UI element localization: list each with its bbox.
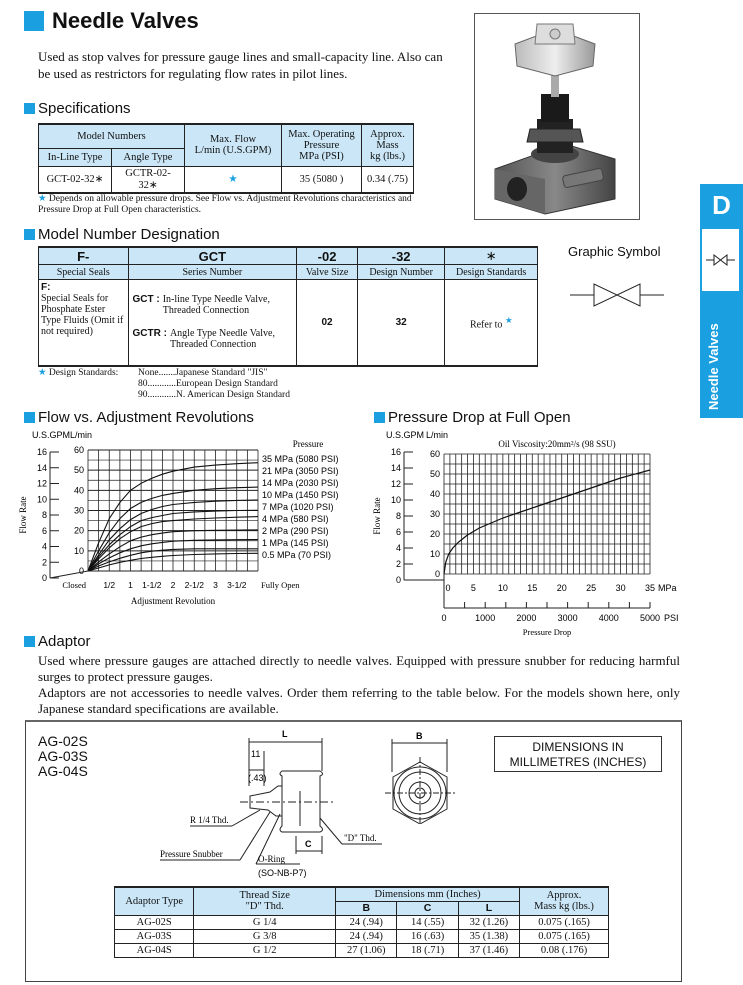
gpm-tick-label: 4 (395, 543, 401, 553)
design-standards-cell: Refer to ★ (445, 280, 538, 366)
pressure-chart (368, 428, 698, 640)
gpm-tick-label: 6 (395, 527, 401, 537)
series-line (444, 470, 650, 574)
adaptor-heading: Adaptor (24, 633, 91, 650)
star-icon: ★ (38, 194, 47, 204)
x-tick-label: 3-1/2 (227, 580, 247, 590)
design-standards-note: ★ Design Standards: None.......Japanese Standard "JIS" 80............European Design Standard 90............N. American Design Standard (38, 368, 290, 400)
x-tick-label: 2 (170, 580, 176, 590)
graphic-symbol-label: Graphic Symbol (568, 244, 661, 259)
mpa-tick-label: 10 (497, 583, 508, 593)
lmin-tick-label: 10 (429, 549, 440, 559)
x-tick-label: 3 (213, 580, 218, 590)
lmin-tick-label: 60 (429, 449, 440, 459)
valve-symbol-icon (702, 229, 739, 291)
adaptor-front-drawing (385, 730, 455, 824)
mpa-tick-label: 30 (615, 583, 626, 593)
dim-b-label: B (416, 731, 423, 741)
col-inline-type: In-Line Type (39, 148, 112, 166)
chart-subtitle: Oil Viscosity:20mm²/s (98 SSU) (498, 439, 616, 449)
heading-square-icon (24, 229, 35, 240)
lmin-tick-label: 0 (78, 566, 84, 576)
gpm-tick-label: 16 (390, 447, 401, 457)
series-label: 2 MPa (290 PSI) (262, 526, 329, 536)
lmin-tick-label: 40 (73, 485, 84, 496)
table-row: GCT-02-32∗ GCTR-02-32∗ ★ 35 (5080 ) 0.34 (.75) (39, 166, 414, 193)
specifications-table (38, 123, 414, 194)
table-row: AG-04S G 1/2 27 (1.06) 18 (.71) 37 (1.46) 0.08 (.176) (115, 943, 609, 957)
col-max-flow: Max. Flow L/min (U.S.GPM) (185, 124, 282, 166)
needle-valve-image (475, 14, 639, 219)
gpm-tick-label: 12 (390, 479, 401, 489)
page-title: Needle Valves (24, 8, 199, 34)
gpm-tick-label: 8 (395, 511, 401, 521)
series-cell: GCT : In-line Type Needle Valve, Threaded Connection GCTR : Angle Type Needle Valve, Threaded Connection (128, 280, 297, 366)
gpm-tick-label: 8 (41, 510, 47, 520)
series-label: 10 MPa (1450 PSI) (262, 490, 339, 500)
gpm-tick-label: 10 (390, 495, 401, 505)
lmin-tick-label: 0 (434, 569, 440, 579)
y-axis-label: Flow Rate (372, 497, 382, 535)
gpm-tick-label: 2 (395, 559, 401, 569)
special-seals-cell: F: Special Seals for Phosphate Ester Type Fluids (Omit if not required) (39, 280, 129, 366)
lmin-tick-label: 40 (429, 489, 440, 499)
dimensions-note: DIMENSIONS IN MILLIMETRES (INCHES) (494, 736, 662, 772)
mpa-unit: MPa (658, 583, 677, 593)
dim-11in-label: (.43) (248, 773, 267, 783)
x-tick-label: 2-1/2 (184, 580, 204, 590)
adaptor-table: Adaptor Type Thread Size "D" Thd. Dimensions mm (Inches) Approx. Mass kg (lbs.) B C L AG-02S G 1/4 24 (.94) 14 (.55) 32 (1.26) 0.075 (.165) AG-03S G 3/8 24 (.94) 16 (.63) 35 (1.38) 0.075 (.165) AG-04S G 1/2 27 (1.06) 18 (.71) 37 (1.46) 0.08 (.176) (114, 886, 609, 958)
col-mass: Approx. Mass kg (lbs.) (520, 887, 609, 915)
col-thread: Thread Size "D" Thd. (194, 887, 336, 915)
legend-title: Pressure (292, 439, 324, 449)
gpm-tick-label: 14 (36, 462, 47, 473)
pressure-chart-heading: Pressure Drop at Full Open (374, 409, 571, 426)
mpa-tick-label: 20 (556, 583, 567, 593)
x-axis-label: Pressure Drop (522, 627, 572, 637)
psi-tick-label: 2000 (516, 613, 537, 623)
lmin-tick-label: 20 (429, 529, 440, 539)
psi-unit: PSI (664, 613, 679, 623)
series-label: 4 MPa (580 PSI) (262, 514, 329, 524)
y-unit-gpm: U.S.GPM (32, 430, 71, 440)
series-label: 21 MPa (3050 PSI) (262, 466, 339, 476)
mpa-tick-label: 35 (644, 583, 656, 593)
col-angle-type: Angle Type (112, 148, 185, 166)
gpm-tick-label: 4 (41, 541, 47, 552)
series-label: 35 MPa (5080 PSI) (262, 454, 339, 464)
gpm-tick-label: 16 (36, 447, 47, 457)
gpm-tick-label: 0 (41, 573, 47, 583)
gpm-tick-label: 14 (390, 463, 401, 473)
spec-note: ★ Depends on allowable pressure drops. See Flow vs. Adjustment Revolutions characteristics and Pressure Drop at Full Open characteristics. (38, 194, 412, 215)
product-photo (474, 13, 640, 220)
lmin-tick-label: 30 (429, 509, 440, 519)
y-unit-gpm: U.S.GPM (386, 430, 425, 440)
dim-c-label: C (305, 839, 312, 849)
intro-text: Used as stop valves for pressure gauge lines and small-capacity line. Also can be used as restrictors for regulating flow rates in pilot lines. (38, 49, 443, 81)
col-model-numbers: Model Numbers (39, 124, 185, 148)
tab-symbol-box (702, 229, 739, 291)
table-row: AG-03S G 3/8 24 (.94) 16 (.63) 35 (1.38) 0.075 (.165) (115, 929, 609, 943)
d-thread-label: "D" Thd. (344, 833, 377, 843)
star-icon: ★ (504, 315, 513, 325)
x-tick-label: Closed (62, 580, 86, 590)
lmin-tick-label: 50 (73, 465, 84, 476)
dim-l-label: L (282, 729, 288, 739)
snubber-label: Pressure Snubber (160, 849, 223, 859)
psi-tick-label: 0 (441, 613, 447, 623)
heading-square-icon (24, 636, 35, 647)
x-axis-label: Adjustment Revolution (130, 596, 216, 606)
flow-chart-heading: Flow vs. Adjustment Revolutions (24, 409, 254, 426)
dim-11-label: 11 (251, 749, 261, 759)
r-thread-label: R 1/4 Thd. (190, 815, 229, 825)
lmin-tick-label: 60 (73, 445, 84, 455)
title-square-icon (24, 11, 44, 31)
series-label: 1 MPa (145 PSI) (262, 538, 329, 548)
lmin-tick-label: 20 (73, 525, 84, 536)
heading-square-icon (374, 412, 385, 423)
section-tab[interactable] (700, 184, 743, 418)
lmin-tick-label: 50 (429, 469, 440, 479)
x-tick-label: 1-1/2 (142, 580, 162, 590)
x-tick-label: Fully Open (261, 580, 300, 590)
section-label: Needle Valves (706, 323, 721, 410)
graphic-symbol-icon (570, 280, 664, 310)
heading-square-icon (24, 412, 35, 423)
oring-label: O-Ring (258, 854, 285, 864)
specifications-heading: Specifications (24, 100, 131, 117)
series-label: 0.5 MPa (70 PSI) (262, 550, 332, 560)
adaptor-text: Used where pressure gauges are attached directly to needle valves. Equipped with pressure snubber for reducing harmful surges to protect pressure gauges. Adaptors are not accessories to needle valves. Order them referring to the table below. For the models shown here, only Japanese standard specifications are available. (38, 653, 680, 716)
flow-chart (14, 428, 370, 612)
heading-square-icon (24, 103, 35, 114)
gpm-tick-label: 10 (36, 494, 47, 505)
x-tick-label: 1 (128, 580, 133, 590)
mpa-tick-label: 25 (586, 583, 597, 593)
adaptor-models: AG-02S AG-03S AG-04S (38, 733, 88, 779)
oring-code-label: (SO-NB-P7) (258, 868, 307, 878)
col-max-pressure: Max. Operating Pressure MPa (PSI) (282, 124, 362, 166)
series-label: 7 MPa (1020 PSI) (262, 502, 334, 512)
star-icon: ★ (185, 166, 282, 193)
gpm-tick-label: 6 (41, 525, 47, 536)
gpm-tick-label: 0 (395, 575, 401, 585)
lmin-tick-label: 10 (73, 545, 84, 556)
mpa-tick-label: 0 (445, 583, 451, 593)
psi-tick-label: 5000 (639, 613, 661, 623)
table-row: AG-02S G 1/4 24 (.94) 14 (.55) 32 (1.26) 0.075 (.165) (115, 915, 609, 929)
y-unit-lmin: L/min (70, 430, 93, 440)
mpa-tick-label: 5 (470, 583, 476, 593)
y-axis-label: Flow Rate (18, 496, 28, 534)
y-unit-lmin: L/min (426, 430, 449, 440)
gpm-tick-label: 12 (36, 478, 47, 489)
col-mass: Approx. Mass kg (lbs.) (362, 124, 414, 166)
model-designation-heading: Model Number Designation (24, 226, 220, 243)
series-label: 14 MPa (2030 PSI) (262, 478, 339, 488)
psi-tick-label: 1000 (475, 613, 496, 623)
psi-tick-label: 4000 (598, 613, 619, 623)
lmin-tick-label: 30 (73, 505, 84, 516)
star-icon: ★ (38, 368, 47, 378)
psi-tick-label: 3000 (557, 613, 578, 623)
mpa-tick-label: 15 (527, 583, 538, 593)
gpm-tick-label: 2 (41, 557, 47, 568)
section-letter: D (712, 190, 731, 220)
x-tick-label: 1/2 (103, 580, 116, 590)
model-designation-table: F- GCT -02 -32 ∗ Special Seals Series Number Valve Size Design Number Design Standards F: Special Seals for Phosphate Ester Type Fluids (Omit if not required) GCT : In-line Type Needle Valve, Threaded Connection GCTR : Angle Type Needle Valve, Threaded Connection 02 32 Refer to ★ (38, 246, 538, 367)
